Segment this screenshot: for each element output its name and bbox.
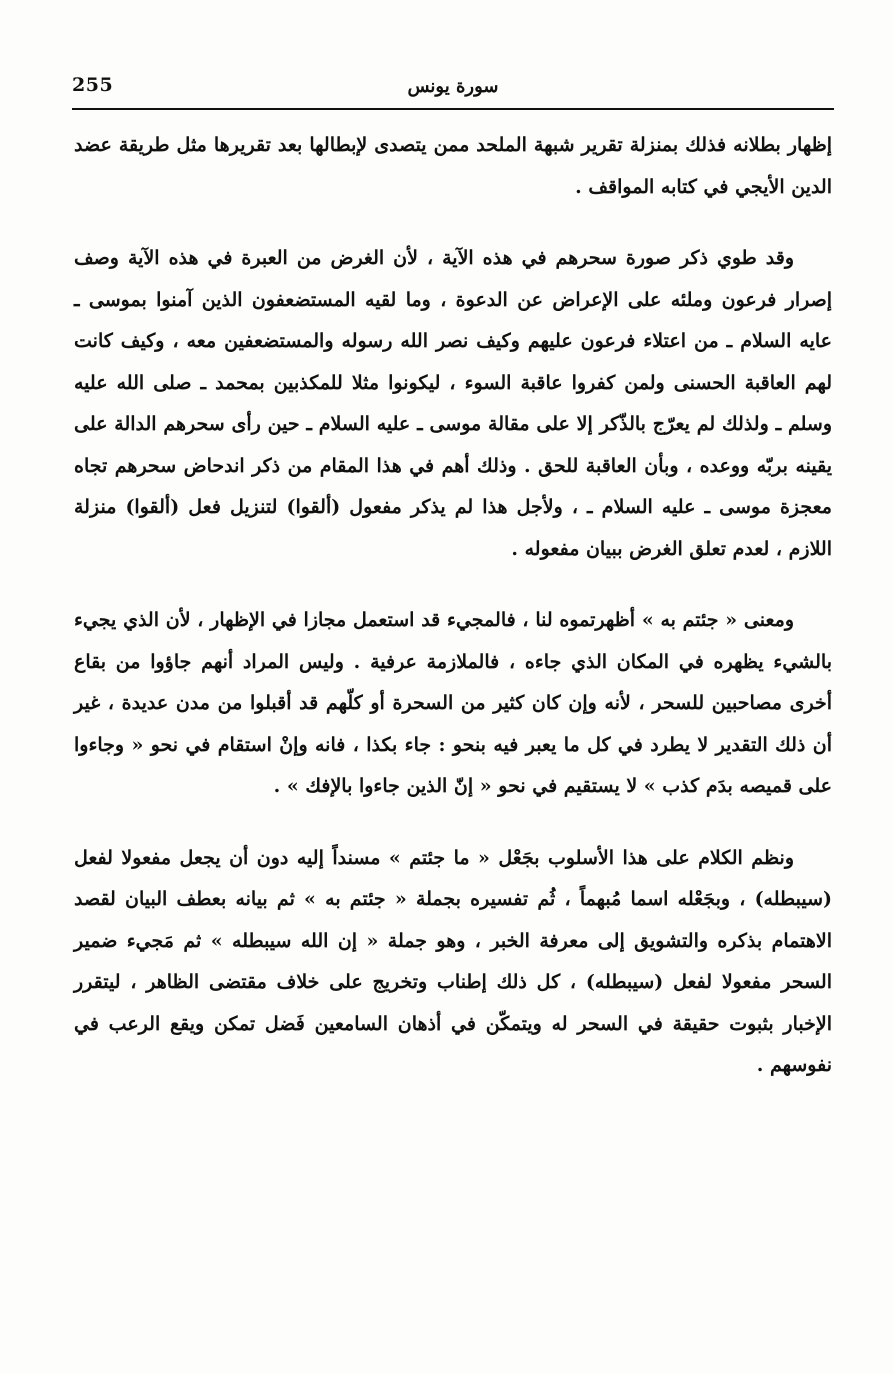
page-header [72,72,834,106]
paragraph-1: إظهار بطلانه فذلك بمنزلة تقرير شبهة الملحد ممن يتصدى لإبطالها بعد تقريرها مثل طريقة عضد الدين الأيجي في كتابه المواقف . [74,134,832,198]
header-divider [72,108,834,110]
page-number: 255 [72,74,114,96]
running-title: سورة يونس [407,76,499,97]
page-body [74,125,832,1117]
paragraph-4: ونظم الكلام على هذا الأسلوب بجَعْل « ما جئتم » مسنداً إليه دون أن يجعل مفعولا لفعل (سيبطله) ، وبجَعْله اسما مُبهماً ، ثُم تفسيره بجملة « جئتم به » ثم بيانه بعطف البيان لقصد الاهتمام بذكره والتشويق إلى معرفة الخبر ، وهو جملة « إن الله سيبطله » ثم مَجيء ضمير السحر مفعولا لفعل (سيبطله) ، كل ذلك إطناب وتخريج على خلاف مقتضى الظاهر ، ليتقرر الإخبار بثبوت حقيقة في السحر له ويتمكّن في أذهان السامعين فَضل تمكن ويقع الرعب في نفوسهم . [74,846,832,1076]
paragraph-2: وقد طوي ذكر صورة سحرهم في هذه الآية ، لأن الغرض من العبرة في هذه الآية وصف إصرار فرعون وملئه على الإعراض عن الدعوة ، وما لقيه المستضعفون الذين آمنوا بموسى ـ عايه السلام ـ من اعتلاء فرعون عليهم وكيف نصر الله رسوله والمستضعفين معه ، وكيف كانت لهم العاقبة الحسنى ولمن كفروا عاقبة السوء ، ليكونوا مثلا للمكذبين بمحمد ـ صلى الله عليه وسلم ـ ولذلك لم يعرّج بالذّكر إلا على مقالة موسى ـ عليه السلام ـ حين رأى سحرهم الدالة على يقينه بربّه ووعده ، وبأن العاقبة للحق . وذلك أهم في هذا المقام من ذكر اندحاض سحرهم تجاه معجزة موسى ـ عليه السلام ـ ، ولأجل هذا لم يذكر مفعول (ألقوا) لتنزيل فعل (ألقوا) منزلة اللازم ، لعدم تعلق الغرض ببيان مفعوله . [74,247,832,560]
paragraph-3: ومعنى « جئتم به » أظهرتموه لنا ، فالمجيء قد استعمل مجازا في الإظهار ، لأن الذي يجيء بالشيء يظهره في المكان الذي جاءه ، فالملازمة عرفية . وليس المراد أنهم جاؤوا من بقاع أخرى مصاحبين للسحر ، لأنه وإن كان كثير من السحرة أو كلّهم قد أقبلوا من مدن عديدة ، غير أن ذلك التقدير لا يطرد في كل ما يعبر فيه بنحو : جاء بكذا ، فانه وإنْ استقام في نحو « وجاءوا على قميصه بدَم كذب » لا يستقيم في نحو « إنّ الذين جاءوا بالإفك » . [74,609,832,797]
